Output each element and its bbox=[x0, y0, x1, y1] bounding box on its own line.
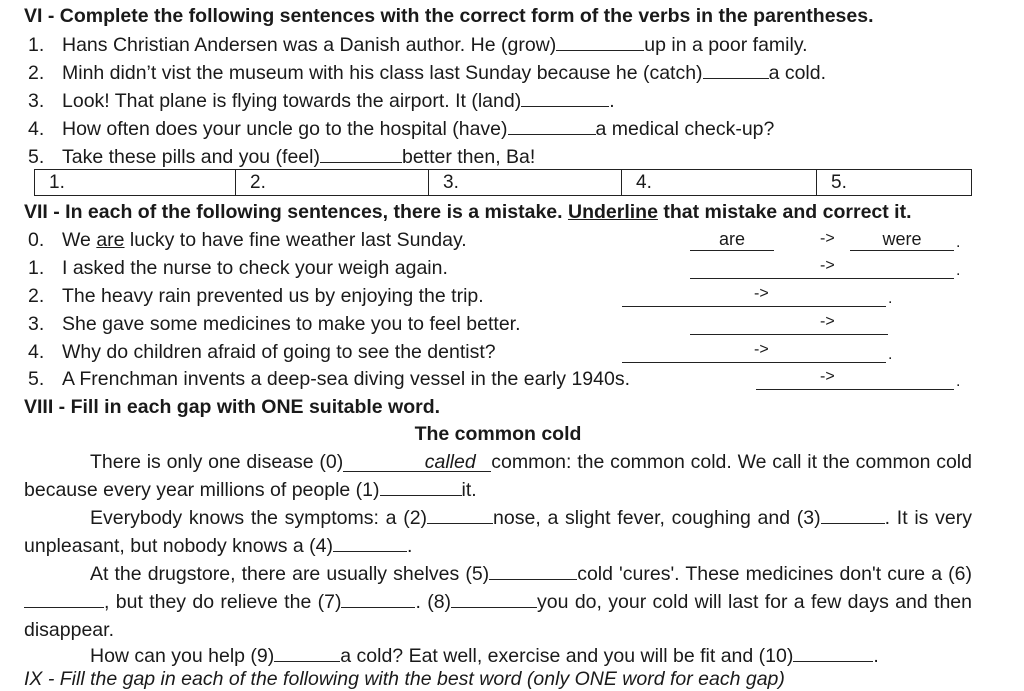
item-text: Minh didn’t vist the museum with his class last Sunday because he (catch) bbox=[62, 62, 703, 84]
item-text-end: . bbox=[609, 90, 615, 112]
gap-5[interactable] bbox=[489, 561, 577, 580]
item-text: We bbox=[62, 229, 97, 251]
s6-item-2 bbox=[28, 60, 826, 85]
answer-blank[interactable] bbox=[521, 88, 609, 107]
arrow-text: -> bbox=[754, 341, 769, 358]
answer-blank[interactable] bbox=[508, 116, 596, 135]
s7-item-5 bbox=[28, 367, 630, 391]
gap-7[interactable] bbox=[341, 589, 415, 608]
answer-cell-3[interactable]: 3. bbox=[429, 170, 622, 196]
gap-10[interactable] bbox=[793, 643, 873, 662]
correction-line[interactable] bbox=[690, 312, 888, 335]
item-text-end: a medical check-up? bbox=[595, 118, 775, 140]
answer-blank[interactable] bbox=[703, 60, 769, 79]
mistake-line[interactable]: are bbox=[690, 228, 774, 251]
item-number: 5. bbox=[28, 368, 45, 390]
item-number: 1. bbox=[28, 257, 45, 279]
gap-9[interactable] bbox=[274, 643, 340, 662]
item-text: Take these pills and you (feel) bbox=[62, 146, 320, 168]
gap-1[interactable] bbox=[380, 477, 462, 496]
item-number: 3. bbox=[28, 90, 45, 112]
section-8-title: VIII - Fill in each gap with ONE suitable word. bbox=[24, 396, 441, 418]
answer-cell-1[interactable]: 1. bbox=[35, 170, 236, 196]
item-text-end: a cold. bbox=[768, 62, 827, 84]
answer-cell-5[interactable]: 5. bbox=[817, 170, 972, 196]
answer-blank[interactable] bbox=[320, 144, 402, 163]
item-text: The heavy rain prevented us by enjoying the trip. bbox=[62, 285, 484, 307]
arrow-text: -> bbox=[820, 313, 835, 330]
underline-word: Underline bbox=[567, 201, 658, 223]
section-9-title-cut: IX - Fill the gap in each of the following with the best word (only ONE word for each gap) bbox=[24, 668, 785, 690]
item-text: Hans Christian Andersen was a Danish author. He (grow) bbox=[62, 34, 557, 56]
correction-line[interactable] bbox=[756, 367, 954, 390]
paragraph-2: Everybody knows the symptoms: a (2) nose, a slight fever, coughing and (3) . It is very unpleasant, but nobody knows a (4) . bbox=[24, 507, 972, 557]
s7-item-1 bbox=[28, 256, 448, 280]
s7-item-0 bbox=[28, 228, 467, 252]
item-text-end: better then, Ba! bbox=[401, 146, 536, 168]
item-number: 4. bbox=[28, 341, 45, 363]
item-number: 0. bbox=[28, 229, 45, 251]
s7-item-4 bbox=[28, 340, 496, 364]
example-answer: called bbox=[343, 453, 491, 472]
item-number: 2. bbox=[28, 62, 45, 84]
gap-2[interactable] bbox=[427, 505, 493, 524]
gap-6[interactable] bbox=[24, 589, 104, 608]
answer-cell-2[interactable]: 2. bbox=[236, 170, 429, 196]
correction-line[interactable]: were bbox=[850, 228, 954, 251]
item-text: I asked the nurse to check your weigh again. bbox=[62, 257, 448, 279]
arrow-text: -> bbox=[820, 257, 835, 274]
end-dot: . bbox=[888, 346, 893, 363]
end-dot: . bbox=[956, 234, 961, 251]
gap-8[interactable] bbox=[451, 589, 537, 608]
s6-item-1 bbox=[28, 32, 808, 57]
s7-item-3 bbox=[28, 312, 521, 336]
section-7-title: VII - In each of the following sentences, there is a mistake. Underline that mistake and correct it. bbox=[24, 201, 912, 223]
item-text: She gave some medicines to make you to feel better. bbox=[62, 313, 521, 335]
s6-item-5 bbox=[28, 144, 535, 169]
paragraph-4: How can you help (9) a cold? Eat well, exercise and you will be fit and (10) . bbox=[90, 645, 879, 667]
item-text: Look! That plane is flying towards the airport. It (land) bbox=[62, 90, 522, 112]
answer-blank[interactable] bbox=[556, 32, 644, 51]
underlined-mistake: are bbox=[96, 229, 125, 251]
gap-3[interactable] bbox=[821, 505, 885, 524]
item-number: 5. bbox=[28, 146, 45, 168]
answer-cell-4[interactable]: 4. bbox=[622, 170, 817, 196]
answer-table bbox=[34, 169, 972, 196]
paragraph-1: There is only one disease (0) called common: the common cold. We call it the common cold because every year millions of people (1) it. bbox=[24, 451, 972, 501]
item-number: 2. bbox=[28, 285, 45, 307]
s6-item-4 bbox=[28, 116, 774, 141]
item-text-end: lucky to have fine weather last Sunday. bbox=[124, 229, 467, 251]
end-dot: . bbox=[956, 262, 961, 279]
section-6-title: VI - Complete the following sentences with the correct form of the verbs in the parentheses. bbox=[24, 5, 874, 27]
arrow-text: -> bbox=[820, 368, 835, 385]
paragraph-3: At the drugstore, there are usually shelves (5) cold 'cures'. These medicines don't cure a (6), but they do relieve the (7) . (8) you do, your cold will last for a few days and then disappear. bbox=[24, 563, 972, 641]
s6-item-3 bbox=[28, 88, 615, 113]
item-number: 4. bbox=[28, 118, 45, 140]
end-dot: . bbox=[956, 373, 961, 390]
end-dot: . bbox=[888, 290, 893, 307]
item-text: How often does your uncle go to the hospital (have) bbox=[62, 118, 508, 140]
item-number: 1. bbox=[28, 34, 45, 56]
arrow-text: -> bbox=[820, 230, 835, 247]
arrow-text: -> bbox=[754, 285, 769, 302]
item-text-end: up in a poor family. bbox=[644, 34, 808, 56]
item-number: 3. bbox=[28, 313, 45, 335]
passage-title: The common cold bbox=[414, 423, 582, 445]
gap-4[interactable] bbox=[333, 533, 407, 552]
s7-item-2 bbox=[28, 284, 484, 308]
item-text: A Frenchman invents a deep-sea diving vessel in the early 1940s. bbox=[62, 368, 630, 390]
item-text: Why do children afraid of going to see the dentist? bbox=[62, 341, 496, 363]
